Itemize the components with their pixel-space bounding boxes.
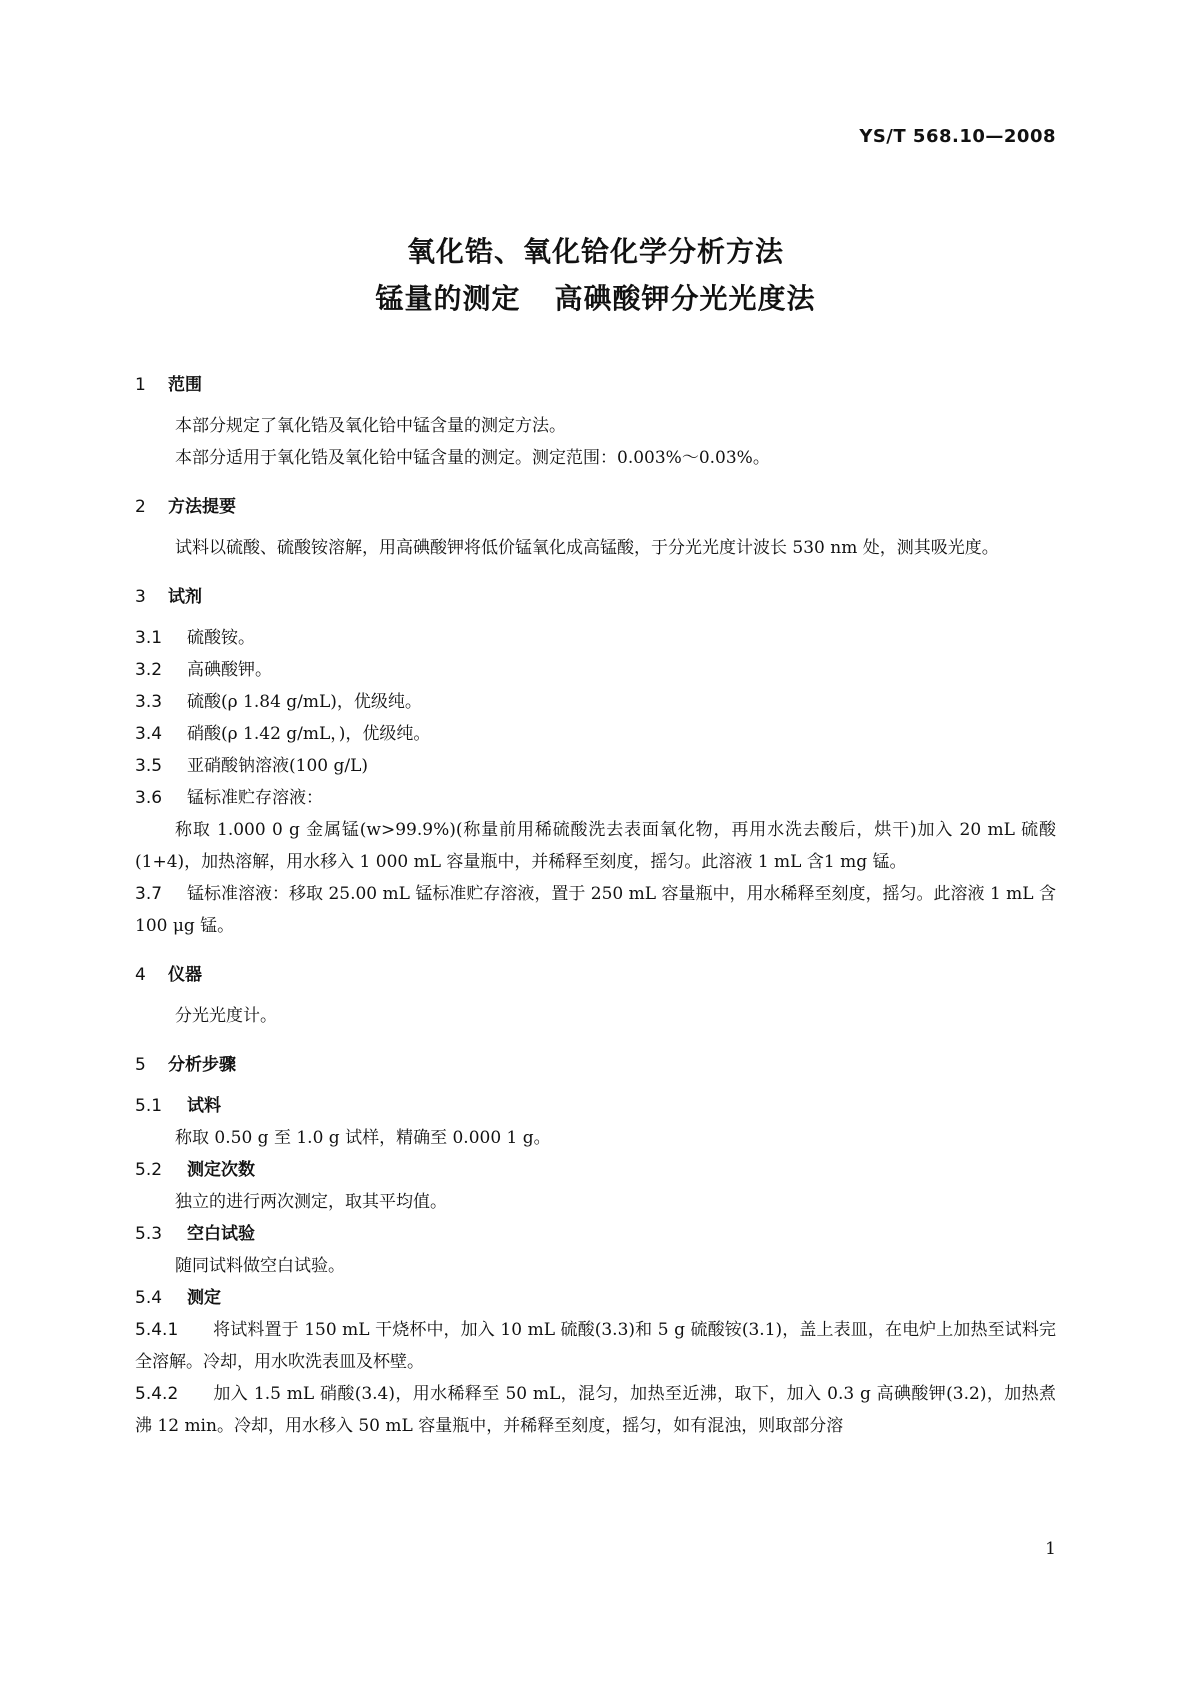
page-number: 1	[1045, 1539, 1056, 1559]
subsection-title: 试料	[187, 1096, 221, 1116]
subsection-number: 5.4	[135, 1288, 163, 1308]
subsection-number: 5.1	[135, 1096, 163, 1116]
item-number: 3.5	[135, 756, 163, 776]
reagent-item	[135, 750, 1056, 782]
section-number: 1	[135, 375, 146, 395]
item-text: 高碘酸钾。	[187, 660, 272, 680]
section-title: 分析步骤	[168, 1055, 236, 1075]
reagent-item	[135, 782, 1056, 814]
clause-5-4-2	[135, 1378, 1056, 1442]
document-title-line-1: 氧化锆、氧化铪化学分析方法	[406, 235, 784, 268]
subsection-number: 5.3	[135, 1224, 163, 1244]
reagent-item	[135, 718, 1056, 750]
section-title: 范围	[168, 375, 202, 395]
reagent-3-6-description: 称取 1.000 0 g 金属锰(w>99.9%)(称量前用稀硫酸洗去表面氧化物，再用水洗去酸后，烘干)加入 20 mL 硫酸(1+4)，加热溶解，用水移入 1 000 mL 容量瓶中，并稀释至刻度，摇匀。此溶液 1 mL 含1 mg 锰。	[135, 820, 1056, 872]
subsection-5-3-text: 随同试料做空白试验。	[175, 1256, 345, 1276]
title-part-a: 锰量的测定	[375, 282, 521, 315]
clause-text: 加入 1.5 mL 硝酸(3.4)，用水稀释至 50 mL，混匀，加热至近沸，取下，加入 0.3 g 高碘酸钾(3.2)，加热煮沸 12 min。冷却，用水移入 50 mL 容量瓶中，并稀释至刻度，摇匀，如有混浊，则取部分溶	[135, 1384, 1056, 1436]
section-3-heading	[135, 584, 1056, 610]
item-text: 硫酸(ρ 1.84 g/mL)，优级纯。	[187, 692, 422, 712]
document-title-line-2	[0, 277, 1191, 317]
reagent-item	[135, 686, 1056, 718]
section-2-para-1: 试料以硫酸、硫酸铵溶解，用高碘酸钾将低价锰氧化成高锰酸，于分光光度计波长 530 nm 处，测其吸光度。	[175, 538, 999, 558]
clause-number: 5.4.2	[135, 1384, 179, 1404]
section-1-heading	[135, 372, 1056, 398]
reagent-item-3-7	[135, 878, 1056, 942]
subsection-title: 空白试验	[187, 1224, 255, 1244]
item-number: 3.6	[135, 788, 163, 808]
clause-5-4-1	[135, 1314, 1056, 1378]
reagent-item	[135, 654, 1056, 686]
subsection-title: 测定次数	[187, 1160, 255, 1180]
subsection-5-1-heading	[135, 1090, 1056, 1122]
section-number: 3	[135, 587, 146, 607]
item-text: 锰标准贮存溶液：	[187, 788, 323, 808]
item-number: 3.1	[135, 628, 163, 648]
section-5-heading	[135, 1052, 1056, 1078]
item-text: 亚硝酸钠溶液(100 g/L)	[187, 756, 369, 776]
subsection-5-2-text: 独立的进行两次测定，取其平均值。	[175, 1192, 447, 1212]
clause-text: 将试料置于 150 mL 干烧杯中，加入 10 mL 硫酸(3.3)和 5 g 硫酸铵(3.1)，盖上表皿，在电炉上加热至试料完全溶解。冷却，用水吹洗表皿及杯壁。	[135, 1320, 1056, 1372]
subsection-number: 5.2	[135, 1160, 163, 1180]
subsection-5-1-text: 称取 0.50 g 至 1.0 g 试样，精确至 0.000 1 g。	[175, 1128, 551, 1148]
document-body	[135, 372, 1056, 1442]
item-number: 3.4	[135, 724, 163, 744]
item-number: 3.2	[135, 660, 163, 680]
section-number: 2	[135, 497, 146, 517]
subsection-5-2-heading	[135, 1154, 1056, 1186]
clause-number: 5.4.1	[135, 1320, 179, 1340]
section-title: 仪器	[168, 965, 202, 985]
item-number: 3.7	[135, 884, 163, 904]
item-text: 硝酸(ρ 1.42 g/mL，)，优级纯。	[187, 724, 431, 744]
section-1-para-1: 本部分规定了氧化锆及氧化铪中锰含量的测定方法。	[175, 416, 566, 436]
section-4-para-1: 分光光度计。	[175, 1006, 277, 1026]
subsection-5-4-heading	[135, 1282, 1056, 1314]
section-title: 方法提要	[168, 497, 236, 517]
item-text: 锰标准溶液：移取 25.00 mL 锰标准贮存溶液，置于 250 mL 容量瓶中，用水稀释至刻度，摇匀。此溶液 1 mL 含 100 μg 锰。	[135, 884, 1056, 936]
section-number: 4	[135, 965, 146, 985]
item-text: 硫酸铵。	[187, 628, 255, 648]
section-4-heading	[135, 962, 1056, 988]
subsection-5-3-heading	[135, 1218, 1056, 1250]
item-number: 3.3	[135, 692, 163, 712]
subsection-title: 测定	[187, 1288, 221, 1308]
section-2-heading	[135, 494, 1056, 520]
section-title: 试剂	[168, 587, 202, 607]
section-1-para-2: 本部分适用于氧化锆及氧化铪中锰含量的测定。测定范围：0.003%～0.03%。	[175, 448, 770, 468]
title-part-b: 高碘酸钾分光光度法	[554, 282, 816, 315]
standard-code: YS/T 568.10—2008	[859, 126, 1056, 147]
section-number: 5	[135, 1055, 146, 1075]
reagent-item	[135, 622, 1056, 654]
